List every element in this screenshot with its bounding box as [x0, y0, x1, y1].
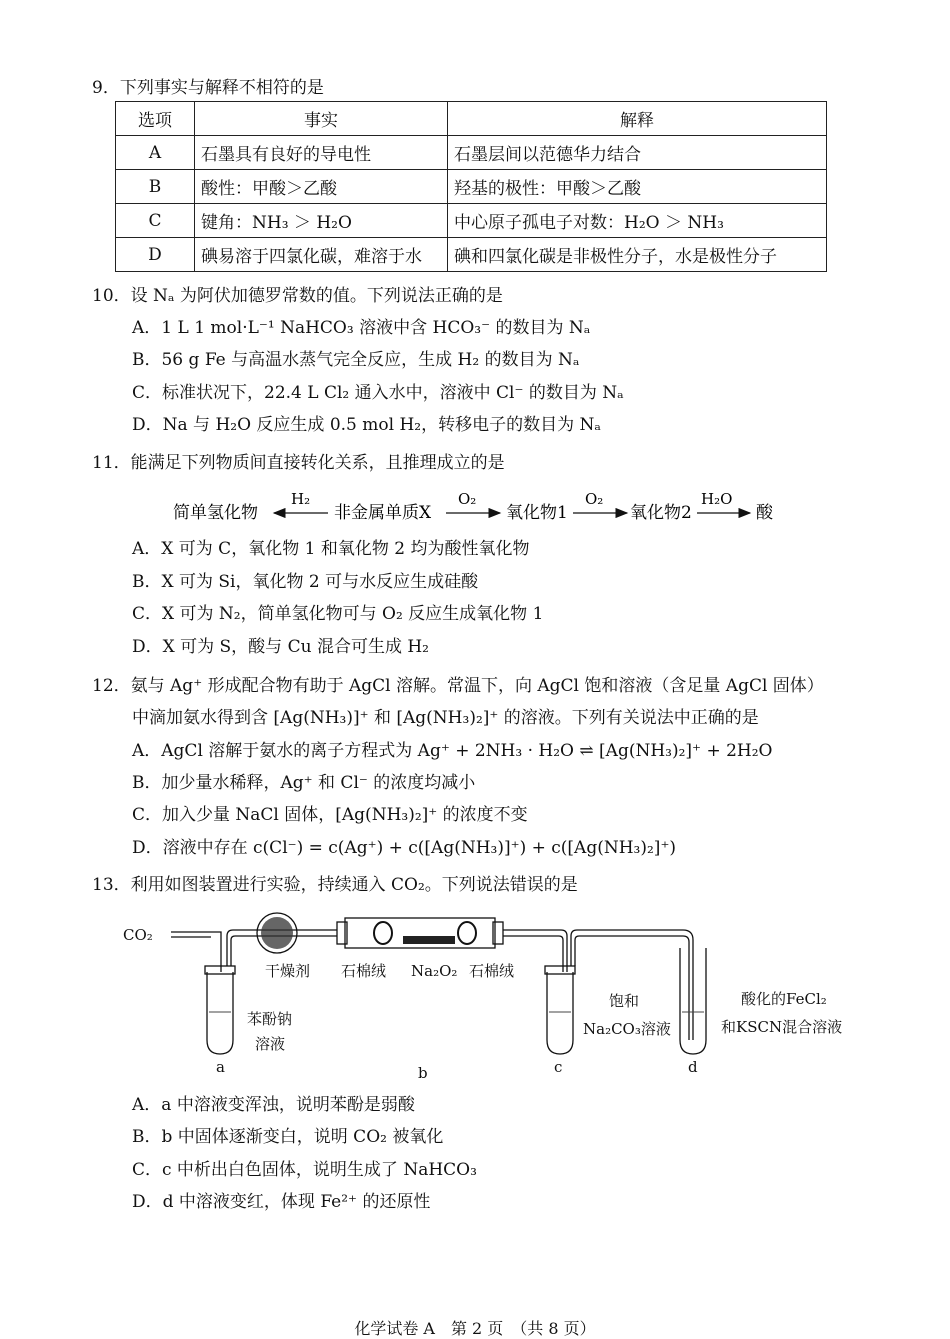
table-cell: B	[116, 170, 195, 204]
scheme-element-x: 非金属单质X	[334, 503, 432, 523]
q12-option-d: D．溶液中存在 c(Cl⁻) = c(Ag⁺) + c([Ag(NH₃)]⁺) + c([Ag(NH₃)₂]⁺)	[132, 838, 677, 858]
q13-option-b: B．b 中固体逐渐变白，说明 CO₂ 被氧化	[132, 1127, 444, 1147]
label-saturated-line1: 饱和	[609, 992, 640, 1010]
label-d: d	[688, 1058, 698, 1076]
table-cell: A	[116, 136, 195, 170]
table-header-row	[116, 102, 827, 136]
wool-right-icon	[458, 922, 476, 944]
q12-option-c: C．加入少量 NaCl 固体，[Ag(NH₃)₂]⁺ 的浓度不变	[132, 805, 528, 825]
q11-option-c: C．X 可为 N₂，简单氢化物可与 O₂ 反应生成氧化物 1	[132, 604, 544, 624]
label-wool-right: 石棉绒	[469, 962, 515, 980]
label-acidified-line2: 和KSCN混合溶液	[721, 1018, 843, 1036]
table-header-cell: 解释	[448, 102, 827, 136]
scheme-label-h2: H₂	[291, 490, 311, 508]
label-c: c	[554, 1058, 563, 1076]
table-cell: 碘和四氯化碳是非极性分子，水是极性分子	[448, 238, 827, 272]
q11-stem: 11．能满足下列物质间直接转化关系，且推理成立的是	[92, 453, 505, 473]
table-cell: 碘易溶于四氯化碳，难溶于水	[195, 238, 448, 272]
label-drying-agent: 干燥剂	[265, 962, 311, 980]
q13-option-a: A．a 中溶液变浑浊，说明苯酚是弱酸	[132, 1095, 415, 1115]
q12-option-b: B．加少量水稀释，Ag⁺ 和 Cl⁻ 的浓度均减小	[132, 773, 476, 793]
scheme-hydride: 简单氢化物	[173, 503, 258, 523]
label-acidified-line1: 酸化的FeCl₂	[741, 990, 827, 1008]
table-row	[116, 238, 827, 272]
tube-d-inlet	[683, 930, 693, 1040]
q13-stem: 13．利用如图装置进行实验，持续通入 CO₂。下列说法错误的是	[92, 875, 578, 895]
scheme-acid: 酸	[756, 503, 773, 523]
table-cell: 键角：NH₃ ＞ H₂O	[195, 204, 448, 238]
q11-option-d: D．X 可为 S，酸与 Cu 混合可生成 H₂	[132, 637, 429, 657]
table-cell: 石墨具有良好的导电性	[195, 136, 448, 170]
q10-option-b: B．56 g Fe 与高温水蒸气完全反应，生成 H₂ 的数目为 Nₐ	[132, 350, 580, 370]
q13-option-c: C．c 中析出白色固体，说明生成了 NaHCO₃	[132, 1160, 477, 1180]
table-cell: D	[116, 238, 195, 272]
q10-option-c: C．标准状况下，22.4 L Cl₂ 通入水中，溶液中 Cl⁻ 的数目为 Nₐ	[132, 383, 624, 403]
q10-stem: 10．设 Nₐ 为阿伏加德罗常数的值。下列说法正确的是	[92, 286, 503, 306]
wool-left-icon	[374, 922, 392, 944]
q10-option-d: D．Na 与 H₂O 反应生成 0.5 mol H₂，转移电子的数目为 Nₐ	[132, 415, 601, 435]
na2o2-solid-icon	[403, 936, 455, 944]
q11-option-a: A．X 可为 C，氧化物 1 和氧化物 2 均为酸性氧化物	[132, 539, 530, 559]
drying-agent-icon	[261, 917, 293, 949]
label-wool-left: 石棉绒	[341, 962, 387, 980]
stopper-a	[205, 966, 235, 974]
page-footer: 化学试卷 A 第 2 页 （共 8 页）	[354, 1319, 596, 1338]
scheme-label-h2o: H₂O	[701, 490, 733, 508]
scheme-oxide1: 氧化物1	[506, 503, 568, 523]
table-row	[116, 204, 827, 238]
table-cell: 羟基的极性：甲酸＞乙酸	[448, 170, 827, 204]
table-row	[116, 136, 827, 170]
label-phenolate-line2: 溶液	[255, 1035, 286, 1053]
q12-stem-line1: 12．氨与 Ag⁺ 形成配合物有助于 AgCl 溶解。常温下，向 AgCl 饱和溶液（含足量 AgCl 固体）	[92, 676, 824, 696]
q13-apparatus-diagram	[115, 912, 875, 1087]
table-cell: C	[116, 204, 195, 238]
q12-stem-line2: 中滴加氨水得到含 [Ag(NH₃)]⁺ 和 [Ag(NH₃)₂]⁺ 的溶液。下列有关说法中正确的是	[132, 708, 759, 728]
q11-conversion-scheme	[0, 486, 950, 526]
q10-option-a: A．1 L 1 mol·L⁻¹ NaHCO₃ 溶液中含 HCO₃⁻ 的数目为 Nₐ	[132, 318, 591, 338]
q11-option-b: B．X 可为 Si，氧化物 2 可与水反应生成硅酸	[132, 572, 479, 592]
scheme-label-o2: O₂	[585, 490, 604, 508]
q9-table	[115, 101, 827, 272]
table-cell: 石墨层间以范德华力结合	[448, 136, 827, 170]
q9-stem: 9．下列事实与解释不相符的是	[92, 78, 324, 98]
scheme-label-o2: O₂	[458, 490, 477, 508]
table-cell: 中心原子孤电子对数：H₂O ＞ NH₃	[448, 204, 827, 238]
test-tube-c	[547, 972, 573, 1054]
stopper-c	[545, 966, 575, 974]
label-b: b	[418, 1064, 428, 1082]
scheme-oxide2: 氧化物2	[630, 503, 692, 523]
label-a: a	[216, 1058, 225, 1076]
table-row	[116, 170, 827, 204]
table-header-cell: 选项	[116, 102, 195, 136]
label-na2o2: Na₂O₂	[411, 962, 458, 980]
q13-option-d: D．d 中溶液变红，体现 Fe²⁺ 的还原性	[132, 1192, 431, 1212]
q12-option-a: A．AgCl 溶解于氨水的离子方程式为 Ag⁺ + 2NH₃ · H₂O ⇌ [Ag(NH₃)₂]⁺ + 2H₂O	[132, 741, 773, 761]
label-phenolate-line1: 苯酚钠	[247, 1010, 293, 1028]
label-co2: CO₂	[123, 926, 153, 944]
table-header-cell: 事实	[195, 102, 448, 136]
table-cell: 酸性：甲酸＞乙酸	[195, 170, 448, 204]
label-saturated-line2: Na₂CO₃溶液	[583, 1020, 671, 1038]
test-tube-a	[207, 972, 233, 1054]
